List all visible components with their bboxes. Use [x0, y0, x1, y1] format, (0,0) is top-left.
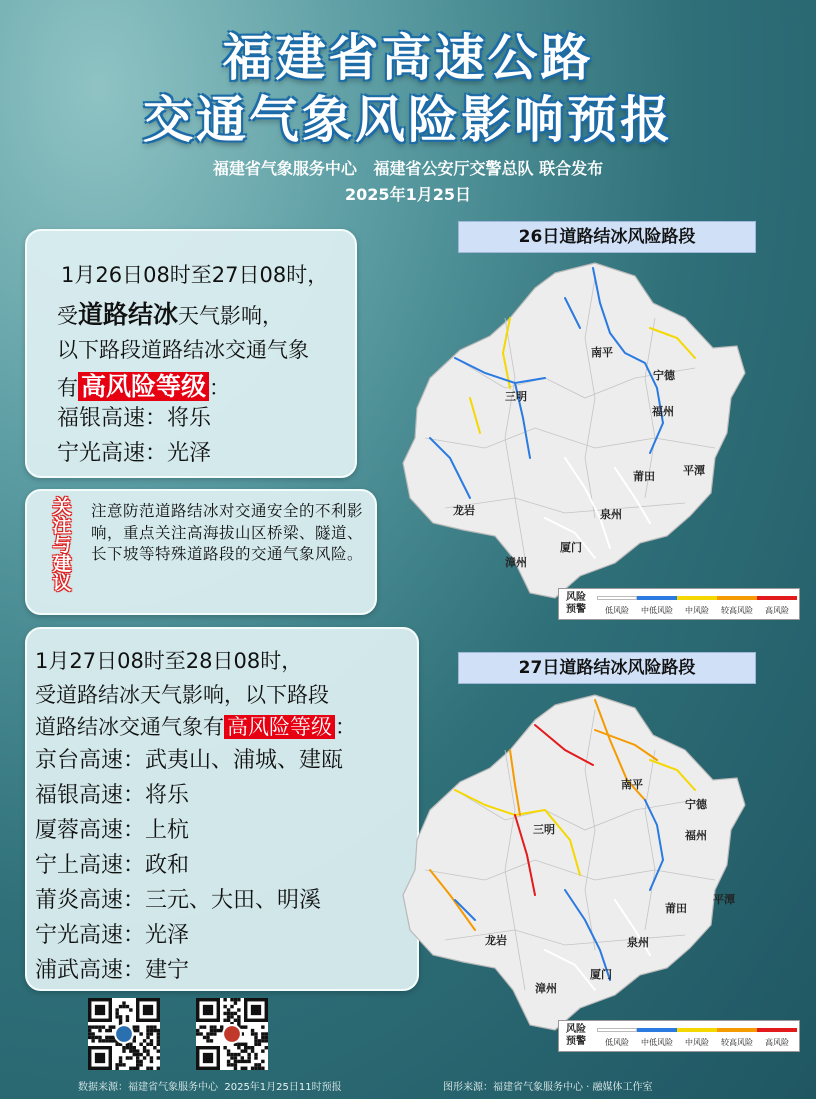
legend-swatch — [757, 596, 797, 600]
advice-label-char: 关 — [52, 496, 72, 518]
day27-cause: 受道路结冰天气影响，以下路段 — [35, 683, 329, 707]
advice-label-char: 与 — [52, 534, 72, 556]
road-item — [35, 918, 189, 949]
road-name: 厦蓉高速： — [35, 818, 146, 843]
road-name: 莆炎高速： — [35, 888, 146, 913]
day26-cause-pre: 受 — [57, 304, 78, 328]
legend-label: 高风险 — [765, 1038, 789, 1047]
road-name: 福银高速： — [57, 406, 168, 431]
road-name: 福银高速： — [35, 783, 146, 808]
legend-title — [563, 592, 589, 616]
legend-label: 中低风险 — [641, 1038, 673, 1047]
road-places: 上杭 — [145, 818, 190, 843]
legend-swatch — [717, 596, 757, 600]
day27-level-pre: 道路结冰交通气象有 — [35, 715, 224, 739]
city-label-sanming: 三明 — [533, 823, 555, 836]
risk-legend — [558, 1020, 800, 1052]
road-places: 将乐 — [145, 783, 190, 808]
legend-title-line: 风险 — [566, 1024, 586, 1035]
legend-title-line: 预警 — [566, 604, 586, 615]
day26-note: 以下路段道路结冰交通气象 — [57, 338, 309, 362]
legend-swatch — [637, 596, 677, 600]
city-label-fuzhou: 福州 — [652, 405, 674, 418]
day26-cause — [57, 295, 283, 331]
road-name: 宁光高速： — [35, 923, 146, 948]
city-label-ningde: 宁德 — [653, 369, 675, 382]
legend-title-line: 风险 — [566, 592, 586, 603]
qr-code-police[interactable] — [196, 998, 268, 1070]
map-label-day26: 26日道路结冰风险路段 — [458, 221, 756, 253]
road-name: 京台高速： — [35, 748, 146, 773]
road-item — [35, 953, 189, 984]
legend-swatch — [717, 1028, 757, 1032]
graphic-source: 图形来源：福建省气象服务中心 · 融媒体工作室 — [443, 1082, 653, 1093]
road-places: 光泽 — [167, 441, 212, 466]
road-name: 宁光高速： — [57, 441, 168, 466]
city-label-putian: 莆田 — [665, 902, 687, 915]
legend-label: 中风险 — [685, 606, 709, 615]
legend-title — [563, 1024, 589, 1048]
day26-level — [57, 367, 230, 403]
city-label-putian: 莆田 — [633, 470, 655, 483]
road-item — [35, 813, 189, 844]
legend-swatch — [597, 1028, 637, 1032]
legend-label: 低风险 — [605, 1038, 629, 1047]
high-risk-badge: 高风险等级 — [224, 715, 335, 739]
road-places: 武夷山、浦城、建瓯 — [145, 748, 344, 773]
city-label-longyan: 龙岩 — [485, 934, 507, 947]
road-places: 政和 — [145, 853, 190, 878]
road-places: 三元、大田、明溪 — [145, 888, 322, 913]
day27-level-post: ： — [335, 715, 356, 739]
legend-swatch — [637, 1028, 677, 1032]
road-item — [35, 778, 189, 809]
legend-label: 较高风险 — [721, 1038, 753, 1047]
day26-cause-post: 天气影响， — [178, 304, 284, 328]
risk-legend — [558, 588, 800, 620]
road-name: 浦武高速： — [35, 958, 146, 983]
advice-box — [25, 489, 377, 615]
advice-label-char: 建 — [52, 553, 72, 575]
city-label-xiamen: 厦门 — [560, 541, 582, 554]
road-name: 宁上高速： — [35, 853, 146, 878]
road-places: 建宁 — [145, 958, 190, 983]
day27-period: 1月27日08时至28日08时， — [35, 649, 303, 673]
issuer-text: 福建省气象服务中心 福建省公安厅交警总队 联合发布 — [212, 159, 604, 178]
legend-title-line: 预警 — [566, 1036, 586, 1047]
legend-swatch — [597, 596, 637, 600]
province-outline — [403, 695, 745, 1030]
forecast-day26-box — [25, 229, 357, 478]
road-item — [35, 743, 343, 774]
city-label-longyan: 龙岩 — [453, 504, 475, 517]
legend-swatch — [677, 1028, 717, 1032]
legend-label: 高风险 — [765, 606, 789, 615]
legend-label: 中风险 — [685, 1038, 709, 1047]
city-label-nanping: 南平 — [621, 778, 643, 791]
map-label-day27: 27日道路结冰风险路段 — [458, 652, 756, 684]
legend-label: 中低风险 — [641, 606, 673, 615]
forecast-day27-box — [25, 627, 419, 991]
day26-level-post: ： — [209, 376, 231, 400]
advice-label — [47, 498, 77, 593]
legend-swatch — [757, 1028, 797, 1032]
road-item — [57, 401, 211, 432]
road-item — [35, 848, 189, 879]
city-label-pingtan: 平潭 — [683, 464, 705, 477]
title-line-2: 交通气象风险影响预报 — [143, 91, 673, 149]
legend-label: 低风险 — [605, 606, 629, 615]
data-source: 数据来源：福建省气象服务中心 2025年1月25日11时预报 — [78, 1082, 342, 1093]
city-label-fuzhou: 福州 — [685, 829, 707, 842]
city-label-zhangzhou: 漳州 — [535, 982, 557, 995]
day27-level — [35, 711, 356, 741]
city-label-ningde: 宁德 — [685, 798, 707, 811]
road-item — [57, 436, 211, 467]
road-places: 将乐 — [167, 406, 212, 431]
qr-code-weather[interactable] — [88, 998, 160, 1070]
road-item — [35, 883, 321, 914]
advice-label-char: 议 — [52, 572, 72, 594]
day26-level-pre: 有 — [57, 376, 78, 400]
city-label-quanzhou: 泉州 — [627, 936, 649, 949]
legend-swatch — [677, 596, 717, 600]
city-label-quanzhou: 泉州 — [600, 508, 622, 521]
issue-date: 2025年1月25日 — [345, 185, 471, 204]
advice-text: 注意防范道路结冰对交通安全的不利影响，重点关注高海拔山区桥梁、隧道、长下坡等特殊道路段的交通气象风险。 — [91, 502, 364, 563]
high-risk-badge: 高风险等级 — [78, 372, 209, 401]
city-label-sanming: 三明 — [505, 390, 527, 403]
city-label-zhangzhou: 漳州 — [505, 556, 527, 569]
day26-period: 1月26日08时至27日08时， — [61, 263, 329, 287]
city-label-pingtan: 平潭 — [713, 893, 735, 906]
risk-map-day26 — [395, 258, 815, 618]
city-label-xiamen: 厦门 — [590, 968, 612, 981]
title-line-1: 福建省高速公路 — [222, 29, 594, 87]
advice-label-char: 注 — [52, 515, 72, 537]
day26-cause-em: 道路结冰 — [78, 300, 179, 329]
risk-map-day27 — [395, 690, 815, 1050]
city-label-nanping: 南平 — [591, 346, 613, 359]
legend-label: 较高风险 — [721, 606, 753, 615]
road-places: 光泽 — [145, 923, 190, 948]
